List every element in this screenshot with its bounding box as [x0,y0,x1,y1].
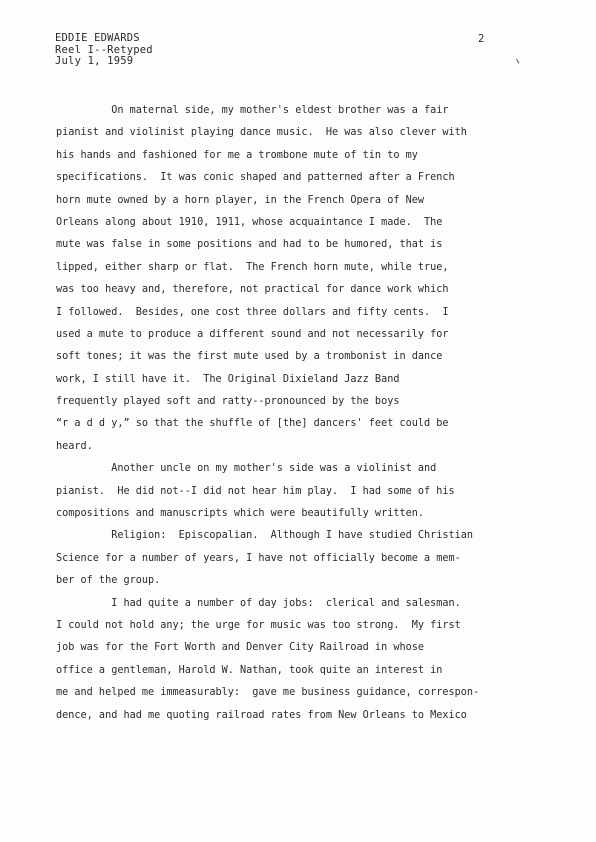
text-line: lipped, either sharp or flat. The French horn mute, while true, [56,261,449,273]
header-date: July 1, 1959 [55,55,134,67]
text-line: Religion: Episcopalian. Although I have studied Christian [56,530,474,542]
text-line: was too heavy and, therefore, not practical for dance work which [56,284,449,296]
text-line: pianist and violinist playing dance music. He was also clever with [56,127,467,139]
text-line: specifications. It was conic shaped and patterned after a French [56,172,455,184]
stray-pen-mark [516,57,522,63]
text-line: compositions and manuscripts which were beautifully written. [56,508,425,520]
text-line: me and helped me immeasurably: gave me business guidance, correspon- [56,687,480,699]
text-line: soft tones; it was the first mute used by a trombonist in dance [56,351,443,363]
text-line: ber of the group. [56,575,161,587]
text-line: “r a d d y,” so that the shuffle of [the] dancers' feet could be [56,418,449,430]
text-line: I followed. Besides, one cost three dollars and fifty cents. I [56,306,449,318]
text-line: mute was false in some positions and had to be humored, that is [56,239,443,251]
text-line: I could not hold any; the urge for music was too strong. My first [56,619,461,631]
text-line: office a gentleman, Harold W. Nathan, took quite an interest in [56,664,443,676]
text-line: work, I still have it. The Original Dixieland Jazz Band [56,373,400,385]
text-line: his hands and fashioned for me a trombone mute of tin to my [56,149,418,161]
document-header [55,33,153,68]
text-line: pianist. He did not--I did not hear him play. I had some of his [56,485,455,497]
header-reel: Reel I--Retyped [55,43,153,56]
text-line: horn mute owned by a horn player, in the French Opera of New [56,194,425,206]
text-line: heard. [56,440,93,452]
page-number: 2 [478,33,485,45]
text-line: job was for the Fort Worth and Denver City Railroad in whose [56,642,425,654]
text-line: Another uncle on my mother's side was a violinist and [56,463,437,475]
text-line: Orleans along about 1910, 1911, whose acquaintance I made. The [56,216,443,228]
transcript-body [56,100,526,727]
text-line: frequently played soft and ratty--pronounced by the boys [56,396,400,408]
text-line: dence, and had me quoting railroad rates from New Orleans to Mexico [56,709,467,721]
header-name: EDDIE EDWARDS [55,32,140,44]
text-line: On maternal side, my mother's eldest brother was a fair [56,105,449,116]
text-line: Science for a number of years, I have not officially become a mem- [56,552,461,564]
text-line: I had quite a number of day jobs: clerical and salesman. [56,597,461,609]
text-line: used a mute to produce a different sound and not necessarily for [56,328,449,340]
